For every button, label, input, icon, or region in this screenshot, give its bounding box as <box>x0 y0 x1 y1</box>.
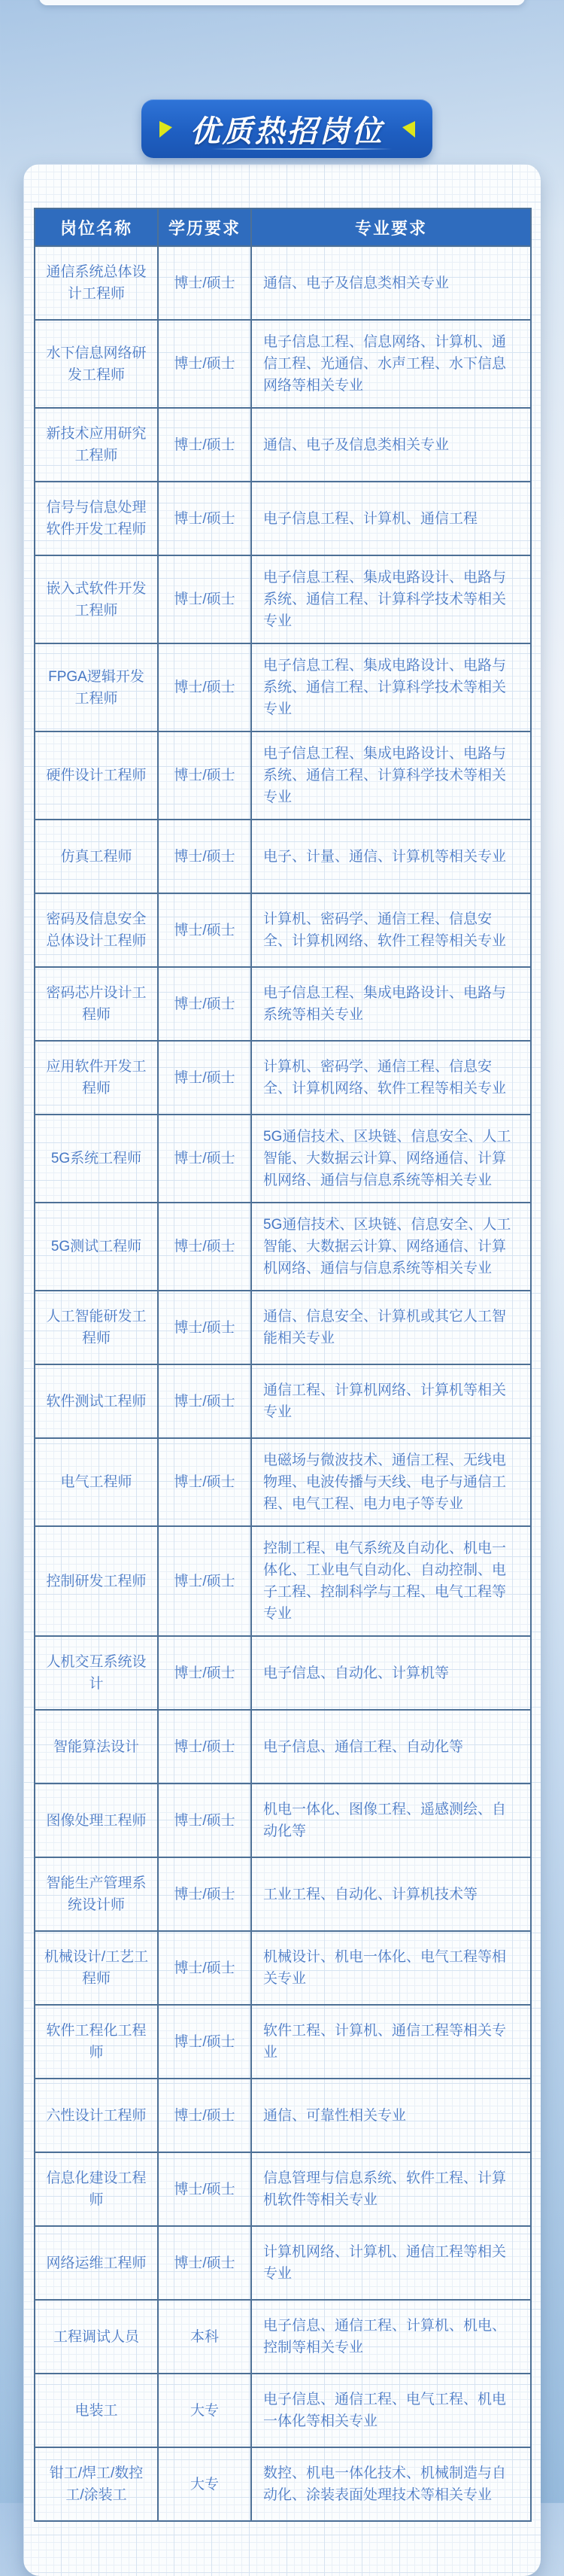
education-cell: 博士/硕士 <box>158 1364 251 1438</box>
right-arrow-icon <box>402 120 415 138</box>
education-cell: 博士/硕士 <box>158 2079 251 2152</box>
position-cell: 新技术应用研究工程师 <box>35 408 158 482</box>
majors-cell: 电子信息、通信工程、自动化等 <box>251 1710 531 1784</box>
education-cell: 博士/硕士 <box>158 893 251 967</box>
majors-cell: 电子信息工程、计算机、通信工程 <box>251 482 531 555</box>
table-row <box>35 1931 531 2005</box>
table-row <box>35 2152 531 2226</box>
position-cell: 人工智能研发工程师 <box>35 1291 158 1364</box>
table-row <box>35 731 531 820</box>
majors-cell: 电子信息、通信工程、计算机、机电、控制等相关专业 <box>251 2300 531 2374</box>
position-cell: 智能算法设计 <box>35 1710 158 1784</box>
majors-cell: 电磁场与微波技术、通信工程、无线电物理、电波传播与天线、电子与通信工程、电气工程、电力电子等专业 <box>251 1438 531 1526</box>
majors-cell: 电子信息工程、集成电路设计、电路与系统、通信工程、计算科学技术等相关专业 <box>251 731 531 820</box>
table-row <box>35 643 531 731</box>
majors-cell: 控制工程、电气系统及自动化、机电一体化、工业电气自动化、自动控制、电子工程、控制科学与工程、电气工程等专业 <box>251 1526 531 1636</box>
education-cell: 博士/硕士 <box>158 820 251 893</box>
table-row <box>35 2447 531 2521</box>
table-row <box>35 1041 531 1115</box>
education-cell: 博士/硕士 <box>158 1784 251 1857</box>
majors-cell: 电子信息工程、集成电路设计、电路与系统等相关专业 <box>251 967 531 1041</box>
position-cell: 硬件设计工程师 <box>35 731 158 820</box>
majors-cell: 信息管理与信息系统、软件工程、计算机软件等相关专业 <box>251 2152 531 2226</box>
position-cell: 电装工 <box>35 2374 158 2447</box>
table-row <box>35 1364 531 1438</box>
education-cell: 博士/硕士 <box>158 1203 251 1291</box>
majors-cell: 数控、机电一体化技术、机械制造与自动化、涂装表面处理技术等相关专业 <box>251 2447 531 2521</box>
education-cell: 博士/硕士 <box>158 2152 251 2226</box>
majors-cell: 通信工程、计算机网络、计算机等相关专业 <box>251 1364 531 1438</box>
position-cell: 软件工程化工程师 <box>35 2005 158 2079</box>
left-arrow-icon <box>159 120 172 138</box>
majors-cell: 电子信息工程、集成电路设计、电路与系统、通信工程、计算科学技术等相关专业 <box>251 555 531 643</box>
table-row <box>35 246 531 320</box>
education-cell: 博士/硕士 <box>158 1931 251 2005</box>
table-row <box>35 1636 531 1710</box>
jobs-table <box>34 208 532 2522</box>
table-row <box>35 555 531 643</box>
position-cell: 通信系统总体设计工程师 <box>35 246 158 320</box>
position-cell: 应用软件开发工程师 <box>35 1041 158 1115</box>
table-row <box>35 1857 531 1931</box>
position-cell: 密码芯片设计工程师 <box>35 967 158 1041</box>
position-cell: 钳工/焊工/数控工/涂装工 <box>35 2447 158 2521</box>
education-cell: 博士/硕士 <box>158 1115 251 1203</box>
majors-cell: 电子信息、自动化、计算机等 <box>251 1636 531 1710</box>
col-header-education: 学历要求 <box>158 208 251 246</box>
education-cell: 博士/硕士 <box>158 967 251 1041</box>
position-cell: 软件测试工程师 <box>35 1364 158 1438</box>
education-cell: 博士/硕士 <box>158 1526 251 1636</box>
education-cell: 博士/硕士 <box>158 246 251 320</box>
majors-cell: 计算机、密码学、通信工程、信息安全、计算机网络、软件工程等相关专业 <box>251 893 531 967</box>
table-row <box>35 1203 531 1291</box>
table-row <box>35 1526 531 1636</box>
education-cell: 博士/硕士 <box>158 1438 251 1526</box>
education-cell: 博士/硕士 <box>158 320 251 408</box>
table-row <box>35 408 531 482</box>
table-row <box>35 893 531 967</box>
position-cell: 智能生产管理系统设计师 <box>35 1857 158 1931</box>
position-cell: 机械设计/工艺工程师 <box>35 1931 158 2005</box>
position-cell: 图像处理工程师 <box>35 1784 158 1857</box>
position-cell: 工程调试人员 <box>35 2300 158 2374</box>
position-cell: 5G测试工程师 <box>35 1203 158 1291</box>
table-body <box>35 246 531 2521</box>
position-cell: 六性设计工程师 <box>35 2079 158 2152</box>
section-title: 优质热招岗位 <box>190 114 384 148</box>
col-header-majors: 专业要求 <box>251 208 531 246</box>
majors-cell: 软件工程、计算机、通信工程等相关专业 <box>251 2005 531 2079</box>
content-card <box>23 164 541 2576</box>
position-cell: 水下信息网络研发工程师 <box>35 320 158 408</box>
education-cell: 博士/硕士 <box>158 1710 251 1784</box>
education-cell: 大专 <box>158 2447 251 2521</box>
position-cell: 人机交互系统设计 <box>35 1636 158 1710</box>
position-cell: 仿真工程师 <box>35 820 158 893</box>
table-row <box>35 2005 531 2079</box>
education-cell: 博士/硕士 <box>158 2005 251 2079</box>
table-row <box>35 2226 531 2300</box>
table-row <box>35 320 531 408</box>
position-cell: 网络运维工程师 <box>35 2226 158 2300</box>
section-title-badge <box>141 99 432 158</box>
education-cell: 博士/硕士 <box>158 1857 251 1931</box>
majors-cell: 计算机网络、计算机、通信工程等相关专业 <box>251 2226 531 2300</box>
majors-cell: 电子信息工程、信息网络、计算机、通信工程、光通信、水声工程、水下信息网络等相关专业 <box>251 320 531 408</box>
position-cell: 密码及信息安全总体设计工程师 <box>35 893 158 967</box>
education-cell: 本科 <box>158 2300 251 2374</box>
position-cell: 控制研发工程师 <box>35 1526 158 1636</box>
position-cell: 嵌入式软件开发工程师 <box>35 555 158 643</box>
majors-cell: 通信、电子及信息类相关专业 <box>251 408 531 482</box>
education-cell: 博士/硕士 <box>158 1041 251 1115</box>
table-row <box>35 1710 531 1784</box>
table-row <box>35 1784 531 1857</box>
majors-cell: 通信、电子及信息类相关专业 <box>251 246 531 320</box>
majors-cell: 5G通信技术、区块链、信息安全、人工智能、大数据云计算、网络通信、计算机网络、通信与信息系统等相关专业 <box>251 1203 531 1291</box>
table-row <box>35 1291 531 1364</box>
position-cell: 电气工程师 <box>35 1438 158 1526</box>
education-cell: 博士/硕士 <box>158 2226 251 2300</box>
majors-cell: 5G通信技术、区块链、信息安全、人工智能、大数据云计算、网络通信、计算机网络、通信与信息系统等相关专业 <box>251 1115 531 1203</box>
majors-cell: 机电一体化、图像工程、遥感测绘、自动化等 <box>251 1784 531 1857</box>
education-cell: 博士/硕士 <box>158 408 251 482</box>
table-row <box>35 1438 531 1526</box>
position-cell: 信息化建设工程师 <box>35 2152 158 2226</box>
table-row <box>35 482 531 555</box>
majors-cell: 通信、信息安全、计算机或其它人工智能相关专业 <box>251 1291 531 1364</box>
table-row <box>35 1115 531 1203</box>
previous-section-card-edge <box>39 0 525 5</box>
majors-cell: 电子、计量、通信、计算机等相关专业 <box>251 820 531 893</box>
majors-cell: 通信、可靠性相关专业 <box>251 2079 531 2152</box>
education-cell: 博士/硕士 <box>158 731 251 820</box>
col-header-position: 岗位名称 <box>35 208 158 246</box>
majors-cell: 机械设计、机电一体化、电气工程等相关专业 <box>251 1931 531 2005</box>
table-row <box>35 820 531 893</box>
education-cell: 博士/硕士 <box>158 555 251 643</box>
majors-cell: 电子信息、通信工程、电气工程、机电一体化等相关专业 <box>251 2374 531 2447</box>
table-row <box>35 2079 531 2152</box>
table-row <box>35 2300 531 2374</box>
education-cell: 博士/硕士 <box>158 1636 251 1710</box>
position-cell: 5G系统工程师 <box>35 1115 158 1203</box>
education-cell: 博士/硕士 <box>158 1291 251 1364</box>
majors-cell: 工业工程、自动化、计算机技术等 <box>251 1857 531 1931</box>
education-cell: 博士/硕士 <box>158 643 251 731</box>
education-cell: 博士/硕士 <box>158 482 251 555</box>
table-row <box>35 967 531 1041</box>
position-cell: FPGA逻辑开发工程师 <box>35 643 158 731</box>
education-cell: 大专 <box>158 2374 251 2447</box>
majors-cell: 计算机、密码学、通信工程、信息安全、计算机网络、软件工程等相关专业 <box>251 1041 531 1115</box>
position-cell: 信号与信息处理软件开发工程师 <box>35 482 158 555</box>
table-row <box>35 2374 531 2447</box>
majors-cell: 电子信息工程、集成电路设计、电路与系统、通信工程、计算科学技术等相关专业 <box>251 643 531 731</box>
table-header-row <box>35 208 531 246</box>
